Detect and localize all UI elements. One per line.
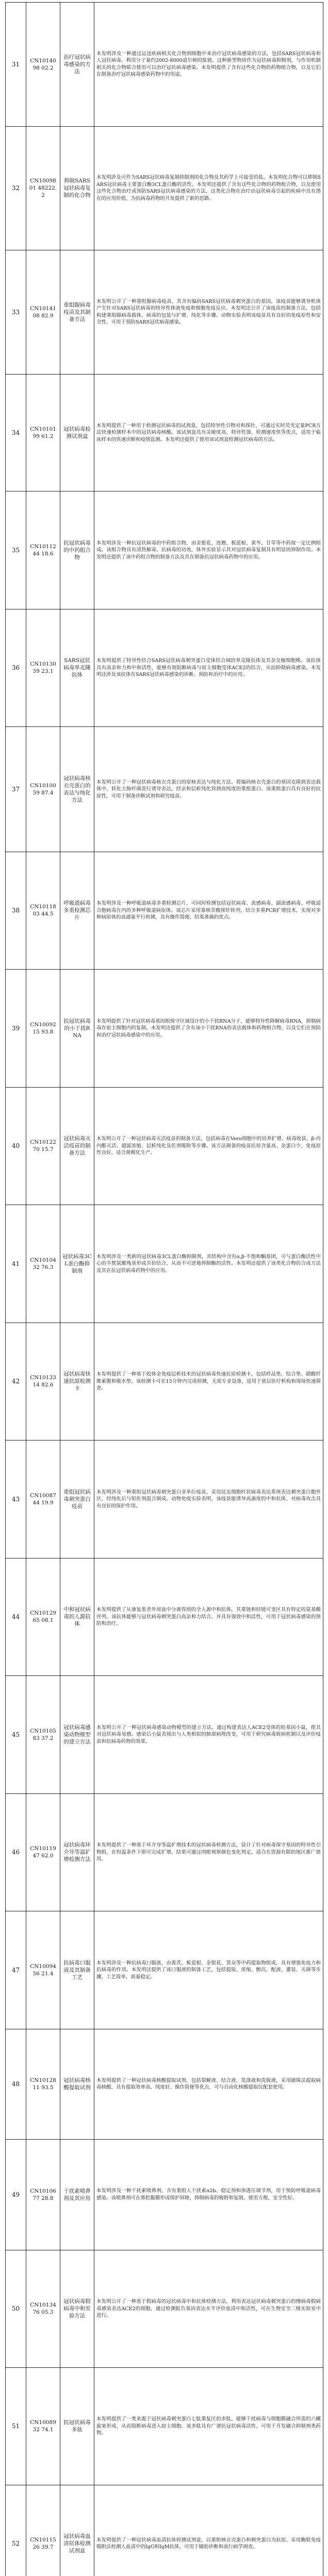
table-row	[6, 1911, 323, 2029]
patent-number: CN1011947 62.0	[26, 1793, 60, 1911]
patent-title: 重组腺病毒疫苗及其制备方法	[60, 250, 94, 375]
table-row	[6, 1793, 323, 1911]
patent-table	[5, 2, 323, 2576]
patent-abstract: 本发明涉及一种抗冠状病毒的中药组合物，由金银花、连翘、板蓝根、黄芩、甘草等中药按一定比例组成。该组合物具有清热解毒、抗病毒的功效，体外实验显示其对冠状病毒复制具有明显的抑制作用。本发明还提供了该中药组合物的制备方法及其在制备抗冠状病毒药物中的应用。	[94, 492, 323, 609]
row-number: 51	[6, 2368, 26, 2485]
patent-number: CN1012811 93.5	[26, 2029, 60, 2140]
patent-number: CN1013476 05.3	[26, 2250, 60, 2368]
table-row	[6, 609, 323, 727]
row-number: 46	[6, 1793, 26, 1911]
row-number: 50	[6, 2250, 26, 2368]
patent-number: CN1009215 93.8	[26, 970, 60, 1088]
patent-abstract: 本发明提供了从康复患者外周血中分离得到的全人源中和抗体，其重链和轻链可变区具有特定的氨基酸序列。该抗体能够与冠状病毒刺突蛋白高亲和力结合，并具有强效中和活性，可用于冠状病毒感染的预防和治疗。	[94, 1558, 323, 1676]
patent-abstract: 本发明提供了特异性结合SARS冠状病毒刺突蛋白受体结合域的单克隆抗体及其杂交瘤细胞株。该抗体具有高亲和力和中和活性，能够有效阻断病毒与宿主细胞受体ACE2的结合，从而抑制病毒感染。本发明还涉及该抗体在SARS冠状病毒感染的诊断、预防和治疗中的应用。	[94, 609, 323, 727]
patent-number: CN1011526 39.7	[26, 2485, 60, 2576]
table-row	[6, 1323, 323, 1440]
patent-abstract: 本发明提供了一种冠状病毒血清抗体检测试剂盒，以重组核衣壳蛋白和刺突蛋白为抗原，采用酶联免疫吸附法检测人血清中的IgG和IgM抗体，可用于辅助诊断和流行病学调查。	[94, 2485, 323, 2576]
patent-number: CN1010583 37.2	[26, 1676, 60, 1794]
table-row	[6, 2368, 323, 2485]
patent-number: CN1008932 74.1	[26, 2368, 60, 2485]
row-number: 36	[6, 609, 26, 727]
row-number: 48	[6, 2029, 26, 2140]
patent-abstract: 本发明涉及一类新的冠状病毒3CL蛋白酶抑制剂，其结构中含有α,β-不饱和酮基团，可与蛋白酶活性中心的半胱氨酸残基形成共价结合，从而不可逆地抑制酶的活性。本发明还提供了该类化合物的合成方法及其在抗冠状病毒药物中的应用。	[94, 1205, 323, 1323]
row-number: 38	[6, 852, 26, 970]
row-number: 35	[6, 492, 26, 609]
patent-title: 冠状病毒血清抗体检测试剂盒	[60, 2485, 94, 2576]
patent-abstract: 本发明公开了一种冠状病毒核衣壳蛋白的原核表达与纯化方法。将编码核衣壳蛋白的基因克隆到表达载体中，转化大肠杆菌进行诱导表达，经亲和层析纯化得到高纯度的重组蛋白。该重组蛋白具有良好的抗原性，可用于制备诊断试剂和研究疫苗。	[94, 727, 323, 852]
row-number: 39	[6, 970, 26, 1088]
patent-abstract: 本发明提供了一种基于胶体金免疫层析技术的冠状病毒快速抗原检测卡，包括样品垫、结合垫、硝酸纤维素膜和吸水垫。该检测卡可在15分钟内完成检测，无需专业设备，适用于基层医疗机构和现场快速筛查。	[94, 1323, 323, 1440]
patent-number: CN1010199 61.2	[26, 374, 60, 492]
patent-number: CN1011244 18.6	[26, 492, 60, 609]
patent-number: CN1009456 21.4	[26, 1911, 60, 2029]
patent-title: 冠状病毒环介导等温扩增检测方法	[60, 1793, 94, 1911]
patent-abstract: 本发明涉及一种干扰素喷鼻剂，含有重组人干扰素α2b、稳定剂和渗透压调节剂，用于预防呼吸道病毒感染。该喷鼻剂可在鼻腔黏膜形成保护屏障，抑制病毒的吸附和复制，使用方便，安全性好。	[94, 2140, 323, 2250]
patent-abstract: 本发明涉及一种重组冠状病毒刺突蛋白亚单位疫苗，采用昆虫细胞杆状病毒表达系统表达刺突蛋白胞外区，经纯化后与铝佐剂混合制成。动物免疫实验表明，该疫苗能诱导高滴度的中和抗体，对病毒攻击具有良好的保护作用。	[94, 1440, 323, 1558]
patent-title: 冠状病毒感染动物模型的建立方法	[60, 1676, 94, 1794]
table-row	[6, 3, 323, 127]
row-number: 33	[6, 250, 26, 375]
patent-number: CN1010059 87.4	[26, 727, 60, 852]
patent-number: CN1009801 48222.2	[26, 126, 60, 250]
table-row	[6, 492, 323, 609]
patent-title: 抑制SARS冠状病毒复制的化合物	[60, 126, 94, 250]
patent-title: 冠状病毒核衣壳蛋白的表达与纯化方法	[60, 727, 94, 852]
table-row	[6, 970, 323, 1088]
table-row	[6, 2485, 323, 2576]
row-number: 45	[6, 1676, 26, 1794]
row-number: 47	[6, 1911, 26, 2029]
table-row	[6, 1087, 323, 1205]
patent-abstract: 本发明提供了一类来源于冠状病毒刺突蛋白七肽重复区的多肽，能够干扰病毒与细胞膜融合所需的六螺旋束形成，从而阻断病毒进入宿主细胞。该多肽具有广谱抗冠状病毒活性，可用于开发融合抑制剂类药物。	[94, 2368, 323, 2485]
patent-title: 冠状病毒核酸提取试剂	[60, 2029, 94, 2140]
patent-number: CN1011803 44.5	[26, 852, 60, 970]
patent-abstract: 本发明提供了针对冠状病毒基因组保守区域设计的小干扰RNA分子，能够特异性降解病毒RNA，抑制病毒在宿主细胞内的复制。本发明还提供了含有该小干扰RNA的表达载体和药物组合物，以及它们在预防和治疗冠状病毒感染中的应用。	[94, 970, 323, 1088]
table-row	[6, 2140, 323, 2250]
row-number: 34	[6, 374, 26, 492]
table-row	[6, 2029, 323, 2140]
patent-number: CN1010432 76.3	[26, 1205, 60, 1323]
patent-title: 冠状病毒假病毒中和实验方法	[60, 2250, 94, 2368]
patent-abstract: 本发明涉及一种通过运送疾病相关化合物到细胞中来治疗冠状病毒感染的方法，包括SARS冠状病毒和人冠状病毒。利用分子量约2002-8000道尔顿的肽链，这种新型物质作为冠状病毒抑制剂，与作用机制相关的化合物联合使用可以治疗冠状病毒感染。本发明提供了含有这些化合物的药物组合物，以及它们在制备治疗冠状病毒感染药物中的用途。	[94, 3, 323, 127]
patent-title: 干扰素喷鼻剂及其应用	[60, 2140, 94, 2250]
patent-abstract: 本发明公开了一种冠状病毒灭活疫苗的制备方法，包括病毒在Vero细胞中的培养扩增、病毒收获、β-丙内酯灭活、超滤浓缩、层析纯化及佐剂吸附等步骤。该方法制备的疫苗抗原含量高、杂蛋白少，免疫原性良好，适合规模化生产。	[94, 1087, 323, 1205]
table-row	[6, 374, 323, 492]
patent-number: CN1013314 82.6	[26, 1323, 60, 1440]
table-row	[6, 1558, 323, 1676]
row-number: 44	[6, 1558, 26, 1676]
patent-abstract: 本发明提供了一种基于环介导等温扩增技术的冠状病毒检测方法，设计了针对病毒保守基因的特异性引物组，在恒温条件下即可完成扩增，结果可通过肉眼观察颜色变化判定，适合在资源有限的地区推广使用。	[94, 1793, 323, 1911]
row-number: 49	[6, 2140, 26, 2250]
patent-abstract: 本发明涉及一种呼吸道病毒多重检测芯片，可同时检测包括冠状病毒、流感病毒、副流感病毒、呼吸道合胞病毒在内的多种呼吸道病原体。该芯片采用寡核苷酸探针阵列，结合多重PCR扩增技术，实现对多种病原体的高通量平行检测，具有操作简便、结果准确的优点。	[94, 852, 323, 970]
row-number: 32	[6, 126, 26, 250]
patent-title: 冠状病毒灭活疫苗的制备方法	[60, 1087, 94, 1205]
patent-table-body	[6, 3, 323, 2576]
patent-number: CN1013059 23.1	[26, 609, 60, 727]
patent-abstract: 本发明公开了一种基于假病毒的冠状病毒中和抗体检测方法，利用表达冠状病毒刺突蛋白的慢病毒假病毒感染表达ACE2的细胞，通过检测报告基因表达水平评价血清中和活性，可在生物安全二级实验室中进行。	[94, 2250, 323, 2368]
patent-title: 抗冠状病毒的小干扰RNA	[60, 970, 94, 1088]
table-row	[6, 1205, 323, 1323]
row-number: 40	[6, 1087, 26, 1205]
patent-title: 呼吸道病毒多重检测芯片	[60, 852, 94, 970]
row-number: 41	[6, 1205, 26, 1323]
table-row	[6, 1676, 323, 1794]
patent-number: CN1012270 15.7	[26, 1087, 60, 1205]
row-number: 52	[6, 2485, 26, 2576]
patent-title: 抗病毒口服液及其制备工艺	[60, 1911, 94, 2029]
patent-title: 冠状病毒快速抗原检测卡	[60, 1323, 94, 1440]
table-row	[6, 126, 323, 250]
patent-title: 抗冠状病毒的中药组合物	[60, 492, 94, 609]
table-row	[6, 1440, 323, 1558]
patent-abstract: 本发明提供了一种用于检测冠状病毒的试剂盒，包括特异性引物对和探针，可通过实时荧光定量PCR方法快速检测样本中的冠状病毒核酸。该试剂盒具有灵敏度高、特异性强、检测速度快等优点，适用于临床样本的快速诊断和疫情监测。本发明还提供了使用该试剂盒检测冠状病毒的方法。	[94, 374, 323, 492]
patent-title: 抗冠状病毒多肽	[60, 2368, 94, 2485]
patent-number: CN1010677 28.8	[26, 2140, 60, 2250]
patent-title: 冠状病毒检测试剂盒	[60, 374, 94, 492]
patent-number: CN1014098 02.2	[26, 3, 60, 127]
table-row	[6, 852, 323, 970]
row-number: 31	[6, 3, 26, 127]
patent-number: CN1008744 19.9	[26, 1440, 60, 1558]
table-row	[6, 727, 323, 852]
patent-number: CN1014108 82.9	[26, 250, 60, 375]
patent-title: 重组冠状病毒刺突蛋白疫苗	[60, 1440, 94, 1558]
patent-abstract: 本发明涉及可作为SARS冠状病毒复制抑制剂的化合物及其药学上可接受的盐。本发明化合物可以抑制SARS冠状病毒主要蛋白酶3CL蛋白酶的活性。本发明还提供了含有这些化合物的药物组合物，以及使用这些化合物治疗或预防SARS冠状病毒感染的方法，这类化合物在治疗由冠状病毒引起的疾病中具有潜在的应用价值，为抗病毒药物的开发提供了新的思路。	[94, 126, 323, 250]
row-number: 42	[6, 1323, 26, 1440]
patent-abstract: 本发明公开了一种重组腺病毒疫苗，其含有编码SARS冠状病毒刺突蛋白的基因。该疫苗能够诱导机体产生针对SARS冠状病毒的特异性体液免疫和细胞免疫反应。本发明还公开了该疫苗的制备方法，包括构建重组腺病毒载体、病毒的包装与扩增、纯化等步骤。动物实验表明该疫苗具有良好的免疫原性和安全性，可用于预防SARS冠状病毒感染。	[94, 250, 323, 375]
row-number: 43	[6, 1440, 26, 1558]
patent-title: 冠状病毒3CL蛋白酶抑制剂	[60, 1205, 94, 1323]
patent-number: CN1012965 08.1	[26, 1558, 60, 1676]
patent-title: 中和冠状病毒的人源抗体	[60, 1558, 94, 1676]
patent-title: SARS冠状病毒单克隆抗体	[60, 609, 94, 727]
patent-abstract: 本发明公开了一种冠状病毒感染动物模型的建立方法，通过构建表达人ACE2受体的转基因小鼠，使其对冠状病毒易感。感染后小鼠表现出与人类相似的肺部病理改变，可用于研究病毒致病机制以及评价疫苗和抗病毒药物的效果。	[94, 1676, 323, 1794]
patent-title: 治疗冠状病毒感染的方法	[60, 3, 94, 127]
table-row	[6, 250, 323, 375]
patent-abstract: 本发明提供了一种冠状病毒核酸提取试剂，包括裂解液、结合液、洗涤液和洗脱液，采用磁珠法提取病毒核酸，具有提取效率高、纯度好、操作简便等优点，可与自动化核酸提取仪配套使用。	[94, 2029, 323, 2140]
row-number: 37	[6, 727, 26, 852]
table-row	[6, 2250, 323, 2368]
patent-abstract: 本发明涉及一种抗病毒口服液，由黄芪、板蓝根、金银花、贯众等中药提取物组成，具有增强免疫力和抗病毒的作用。本发明还提供了该口服液的制备工艺，包括提取、浓缩、醇沉、配液、灌装、灭菌等步骤，工艺简单，质量稳定。	[94, 1911, 323, 2029]
